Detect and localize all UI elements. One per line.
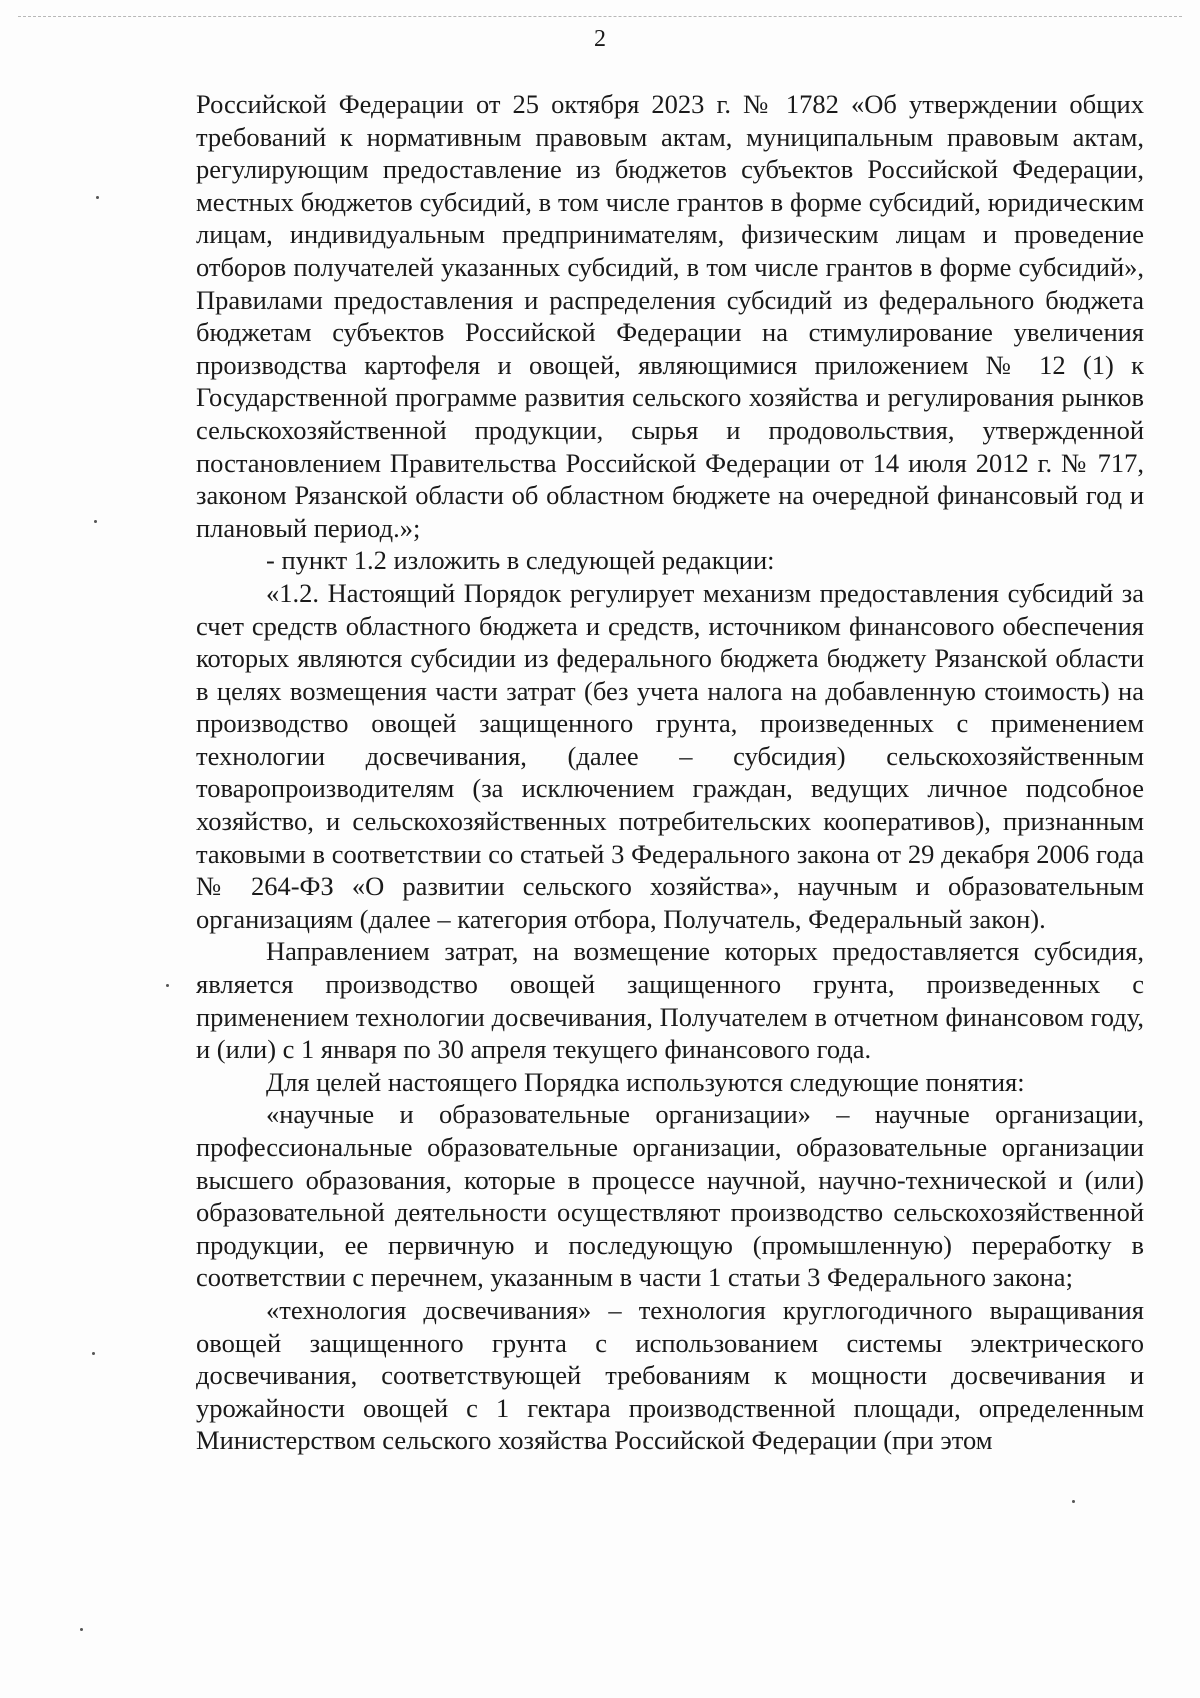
scan-speck <box>96 196 99 199</box>
scan-speck <box>92 1352 95 1355</box>
scan-top-edge <box>18 16 1182 17</box>
paragraph-cost-direction: Направлением затрат, на возмещение которых предоставляется субсидия, является производство овощей защищенного грунта, произведенных с применением технологии досвечивания, Получателем в отчетном финансовом году, и (или) с 1 января по 30 апреля текущего финансового года. <box>196 936 1144 1065</box>
scan-speck <box>80 1628 83 1631</box>
paragraph-definition-organizations: «научные и образовательные организации» – научные организации, профессиональные образовательные организации, образовательные организации высшего образования, которые в процессе научной, научно-технической и (или) образовательной деятельности осуществляют производство сельскохозяйственной продукции, ее первичную и последующую (промышленную) переработку в соответствии с перечнем, указанным в части 1 статьи 3 Федерального закона; <box>196 1099 1144 1293</box>
paragraph-definition-lighting-technology: «технология досвечивания» – технология круглогодичного выращивания овощей защищенного грунта с использованием системы электрического досвечивания, соответствующей требованиям к мощности досвечивания и урожайности овощей с 1 гектара производственной площади, определенным Министерством сельского хозяйства Российской Федерации (при этом <box>196 1294 1144 1456</box>
scan-speck <box>166 984 169 987</box>
paragraph-clause-1-2: «1.2. Настоящий Порядок регулирует механизм предоставления субсидий за счет средств областного бюджета и средств, источником финансового обеспечения которых являются субсидии из федерального бюджета бюджету Рязанской области в целях возмещения части затрат (без учета налога на добавленную стоимость) на производство овощей защищенного грунта, произведенных с применением технологии досвечивания, (далее – субсидия) сельскохозяйственным товаропроизводителям (за исключением граждан, ведущих личное подсобное хозяйство, и сельскохозяйственных потребительских кооперативов), признанным таковыми в соответствии со статьей 3 Федерального закона от 29 декабря 2006 года № 264-ФЗ «О развитии сельского хозяйства», научным и образовательным организациям (далее – категория отбора, Получатель, Федеральный закон). <box>196 577 1144 934</box>
scan-speck <box>94 520 97 523</box>
paragraph-continuation: Российской Федерации от 25 октября 2023 г. № 1782 «Об утверждении общих требований к нормативным правовым актам, муниципальным правовым актам, регулирующим предоставление из бюджетов субъектов Российской Федерации, местных бюджетов субсидий, в том числе грантов в форме субсидий, юридическим лицам, индивидуальным предпринимателям, физическим лицам и проведение отборов получателей указанных субсидий, в том числе грантов в форме субсидий», Правилами предоставления и распределения субсидий из федерального бюджета бюджетам субъектов Российской Федерации на стимулирование увеличения производства картофеля и овощей, являющимися приложением № 12 (1) к Государственной программе развития сельского хозяйства и регулирования рынков сельскохозяйственной продукции, сырья и продовольствия, утвержденной постановлением Правительства Российской Федерации от 14 июля 2012 г. № 717, законом Рязанской области об областном бюджете на очередной финансовый год и плановый период.»; <box>196 89 1144 543</box>
scan-speck <box>1072 1500 1075 1503</box>
document-body <box>196 88 1144 1457</box>
paragraph-amendment-intro: - пункт 1.2 изложить в следующей редакции: <box>266 545 775 576</box>
paragraph-definitions-intro: Для целей настоящего Порядка используются следующие понятия: <box>266 1066 1025 1097</box>
page-number: 2 <box>594 26 606 52</box>
